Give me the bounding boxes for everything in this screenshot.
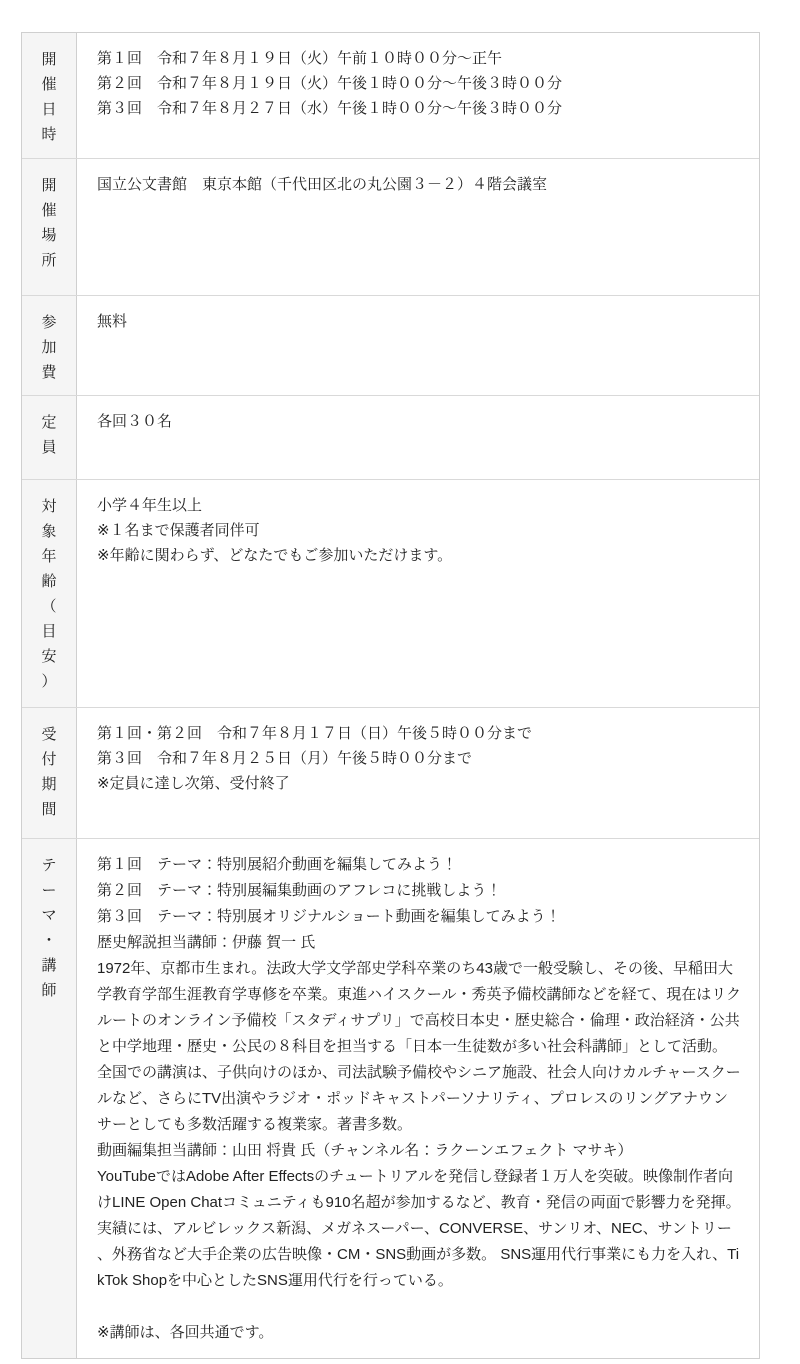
row-label-cell [22, 480, 77, 707]
row-capacity [22, 395, 759, 479]
row-label-cell [22, 33, 77, 158]
event-info-table [21, 32, 760, 1359]
row-label: 参加費 [41, 314, 57, 381]
row-label: 開催場所 [41, 177, 57, 269]
text-line: 第１回 令和７年８月１９日（火）午前１０時００分～正午 [97, 50, 503, 67]
text-line: ※年齢に関わらず、どなたでもご参加いただけます。 [97, 547, 453, 564]
row-label-cell [22, 708, 77, 838]
text-line: 各回３０名 [97, 413, 173, 430]
text-line: 無料 [97, 313, 128, 330]
text-line-theme-2: 第２回 テーマ：特別展編集動画のアフレコに挑戦しよう！ [97, 882, 502, 899]
row-label: 受付期間 [41, 726, 57, 818]
text-line: 第３回 令和７年８月２５日（月）午後５時００分まで [97, 750, 473, 767]
text-line: 第１回・第２回 令和７年８月１７日（日）午後５時００分まで [97, 725, 533, 742]
row-label-cell [22, 839, 77, 1358]
text-line: 国立公文書館 東京本館（千代田区北の丸公園３－２）４階会議室 [97, 176, 548, 193]
row-content [77, 296, 759, 395]
row-fee [22, 295, 759, 395]
text-line: ※１名まで保護者同伴可 [97, 522, 260, 539]
row-content [77, 396, 759, 479]
row-reception-period [22, 707, 759, 838]
paragraph-history-lecturer-bio: 1972年、京都市生まれ。法政大学文学部史学科卒業のち43歳で一般受験し、その後、早稲田大学教育学部生涯教育学専修を卒業。東進ハイスクール・秀英予備校講師などを経て、現在はリクルートのオンライン予備校「スタディサプリ」で高校日本史・歴史総合・倫理・政治経済・公共と中学地理・歴史・公民の８科目を担当する「日本一生徒数が多い社会科講師」として活動。全国での講演は、子供向けのほか、司法試験予備校やシニア施設、社会人向けカルチャースクールなど、さらにTV出演やラジオ・ポッドキャストパーソナリティ、プロレスのリングアナウンサーとしても多数活躍する複業家。著書多数。 [97, 960, 741, 1133]
text-line-lecturer-note: ※講師は、各回共通です。 [97, 1324, 274, 1341]
row-content [77, 708, 759, 838]
row-label: 対象年齢（目安） [41, 498, 57, 690]
text-line: 第２回 令和７年８月１９日（火）午後１時００分～午後３時００分 [97, 75, 563, 92]
text-line: 第３回 令和７年８月２７日（水）午後１時００分～午後３時００分 [97, 100, 563, 117]
row-event-datetime [22, 33, 759, 158]
row-label-cell [22, 296, 77, 395]
row-target-age [22, 479, 759, 707]
row-content [77, 159, 759, 295]
row-label-cell [22, 396, 77, 479]
row-content [77, 480, 759, 707]
text-line-theme-1: 第１回 テーマ：特別展紹介動画を編集してみよう！ [97, 856, 458, 873]
text-line: ※定員に達し次第、受付終了 [97, 775, 290, 792]
text-line-video-lecturer: 動画編集担当講師：山田 将貴 氏（チャンネル名：ラクーンエフェクト マサキ） [97, 1142, 633, 1159]
paragraph-video-lecturer-bio: YouTubeではAdobe After Effectsのチュートリアルを発信し登録者１万人を突破。映像制作者向けLINE Open Chatコミュニティも910名超が参加するなど、教育・発信の両面で影響力を発揮。 実績には、アルビレックス新潟、メガネスーパー、CONVERSE、サンリオ、NEC、サントリー、外務省など大手企業の広告映像・CM・SNS動画が多数。 SNS運用代行事業にも力を入れ、TikTok Shopを中心としたSNS運用代行を行っている。 [97, 1168, 741, 1289]
text-line-history-lecturer: 歴史解説担当講師：伊藤 賀一 氏 [97, 934, 316, 951]
row-venue [22, 158, 759, 295]
text-line-theme-3: 第３回 テーマ：特別展オリジナルショート動画を編集してみよう！ [97, 908, 561, 925]
row-theme-lecturer [22, 838, 759, 1358]
row-content [77, 839, 759, 1358]
blank-line [97, 1294, 741, 1320]
text-line: 小学４年生以上 [97, 497, 203, 514]
row-label: 開催日時 [41, 51, 57, 143]
row-label: テーマ・講師 [41, 857, 57, 999]
row-content [77, 33, 759, 158]
row-label-cell [22, 159, 77, 295]
row-label: 定員 [41, 414, 57, 456]
